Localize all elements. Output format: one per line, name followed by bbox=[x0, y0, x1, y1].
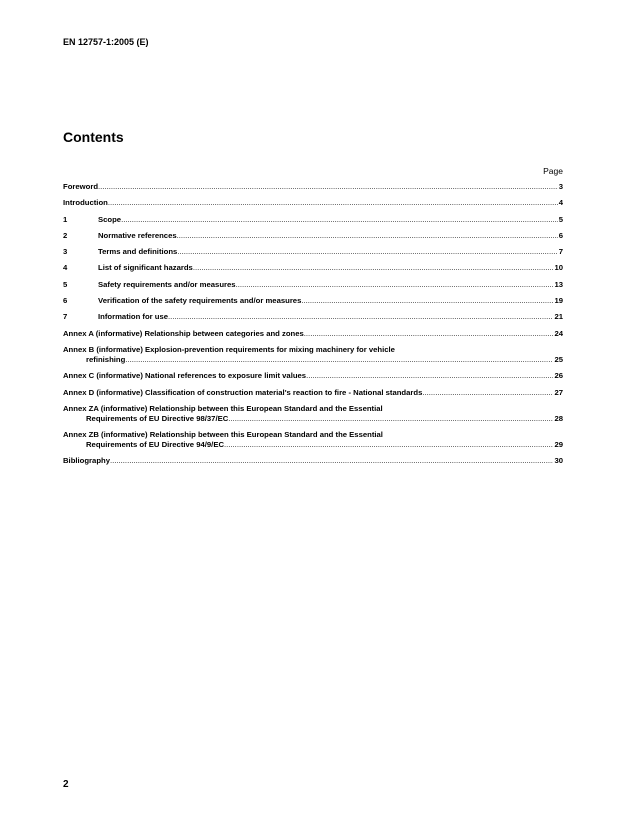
toc-entry-title: Annex C (informative) National references to exposure limit values bbox=[63, 371, 307, 381]
toc-entry[interactable] bbox=[63, 388, 563, 398]
toc-entry[interactable] bbox=[63, 312, 563, 322]
dot-leader bbox=[108, 198, 558, 208]
toc-entry[interactable] bbox=[63, 404, 563, 424]
toc-page-number: 26 bbox=[554, 371, 563, 381]
toc-page-number: 13 bbox=[554, 279, 563, 289]
toc-entry-title: Information for use bbox=[98, 312, 169, 322]
table-of-contents bbox=[63, 182, 563, 466]
toc-entry[interactable] bbox=[63, 329, 563, 339]
dot-leader bbox=[177, 247, 557, 257]
dot-leader bbox=[98, 182, 558, 192]
toc-page-number: 6 bbox=[558, 230, 563, 240]
toc-entry-title: Normative references bbox=[98, 230, 177, 240]
dot-leader bbox=[422, 388, 553, 398]
toc-entry-title-cont: Requirements of EU Directive 98/37/EC bbox=[86, 413, 229, 423]
toc-entry[interactable] bbox=[63, 215, 563, 225]
page-number: 2 bbox=[63, 779, 69, 790]
toc-entry-title: Bibliography bbox=[63, 456, 110, 466]
toc-entry-title-cont: refinishing bbox=[86, 354, 126, 364]
toc-entry-title: Safety requirements and/or measures bbox=[98, 279, 236, 289]
toc-entry[interactable] bbox=[63, 456, 563, 466]
toc-entry-title-cont: Requirements of EU Directive 94/9/EC bbox=[86, 440, 224, 450]
toc-entry[interactable] bbox=[63, 247, 563, 257]
toc-section-number: 7 bbox=[63, 312, 68, 322]
dot-leader bbox=[228, 414, 553, 424]
dot-leader bbox=[193, 263, 554, 273]
toc-page-number: 30 bbox=[554, 456, 563, 466]
dot-leader bbox=[168, 312, 553, 322]
toc-section-number: 6 bbox=[63, 296, 68, 306]
toc-entry[interactable] bbox=[63, 430, 563, 450]
dot-leader bbox=[236, 280, 554, 290]
toc-page-number: 4 bbox=[558, 198, 563, 208]
dot-leader bbox=[125, 355, 553, 365]
dot-leader bbox=[306, 371, 553, 381]
toc-page-number: 5 bbox=[558, 214, 563, 224]
dot-leader bbox=[110, 456, 553, 466]
toc-entry-title: Scope bbox=[98, 214, 122, 224]
toc-page-number: 29 bbox=[554, 440, 563, 450]
toc-section-number: 1 bbox=[63, 214, 68, 224]
toc-entry[interactable] bbox=[63, 280, 563, 290]
toc-page-number: 7 bbox=[558, 247, 563, 257]
toc-page-number: 24 bbox=[554, 328, 563, 338]
toc-entry[interactable] bbox=[63, 198, 563, 208]
contents-title: Contents bbox=[63, 129, 124, 145]
toc-entry-title: Verification of the safety requirements and/or measures bbox=[98, 296, 302, 306]
toc-page-number: 3 bbox=[558, 182, 563, 191]
page-column-label: Page bbox=[543, 166, 563, 176]
toc-page-number: 10 bbox=[554, 263, 563, 273]
toc-section-number: 4 bbox=[63, 263, 68, 273]
dot-leader bbox=[121, 215, 558, 225]
toc-entry-title: Annex A (informative) Relationship between categories and zones bbox=[63, 328, 304, 338]
toc-entry-title: List of significant hazards bbox=[98, 263, 193, 273]
toc-page-number: 19 bbox=[554, 296, 563, 306]
toc-page-number: 27 bbox=[554, 387, 563, 397]
toc-entry[interactable] bbox=[63, 263, 563, 273]
dot-leader bbox=[224, 440, 553, 450]
dot-leader bbox=[304, 329, 554, 339]
dot-leader bbox=[177, 231, 558, 241]
toc-entry[interactable] bbox=[63, 231, 563, 241]
toc-entry-title: Annex D (informative) Classification of construction material's reaction to fire - National standards bbox=[63, 387, 423, 397]
toc-section-number: 3 bbox=[63, 247, 68, 257]
toc-entry-title: Annex ZA (informative) Relationship between this European Standard and the Essential bbox=[63, 403, 383, 413]
toc-section-number: 2 bbox=[63, 230, 68, 240]
toc-entry[interactable] bbox=[63, 296, 563, 306]
toc-page-number: 25 bbox=[554, 354, 563, 364]
toc-page-number: 28 bbox=[554, 413, 563, 423]
toc-page-number: 21 bbox=[554, 312, 563, 322]
toc-entry-title: Annex B (informative) Explosion-prevention requirements for mixing machinery for vehicle bbox=[63, 344, 395, 354]
document-id-header: EN 12757-1:2005 (E) bbox=[63, 37, 149, 47]
toc-entry[interactable] bbox=[63, 182, 563, 192]
toc-section-number: 5 bbox=[63, 279, 68, 289]
toc-entry-title: Foreword bbox=[63, 182, 99, 191]
toc-entry[interactable] bbox=[63, 345, 563, 365]
toc-entry-title: Annex ZB (informative) Relationship between this European Standard and the Essential bbox=[63, 430, 383, 440]
toc-entry-title: Introduction bbox=[63, 198, 108, 208]
dot-leader bbox=[301, 296, 553, 306]
toc-entry-title: Terms and definitions bbox=[98, 247, 178, 257]
toc-entry[interactable] bbox=[63, 371, 563, 381]
